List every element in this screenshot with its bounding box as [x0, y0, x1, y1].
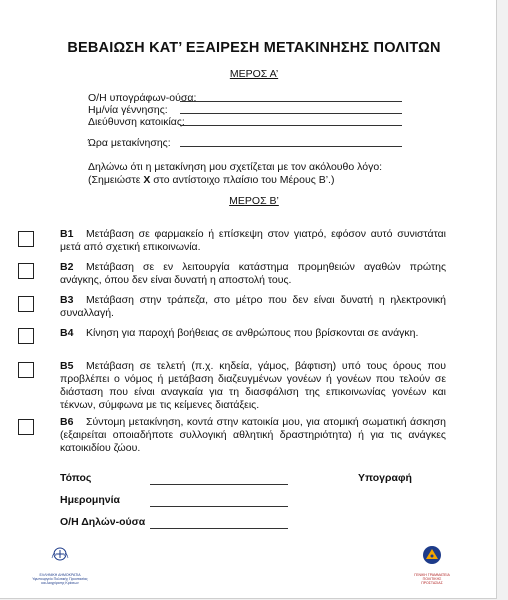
- field-line-time[interactable]: [180, 146, 402, 147]
- reason-code-b3: Β3: [60, 294, 74, 306]
- reason-b1: [60, 228, 446, 254]
- declarant-label: Ο/Η Δηλών-ούσα: [60, 516, 146, 528]
- reason-code-b5: Β5: [60, 360, 74, 372]
- place-line[interactable]: [150, 484, 288, 485]
- reason-code-b1: Β1: [60, 228, 74, 240]
- reason-b4: [60, 327, 446, 340]
- right-logo-line-2: ΠΟΛΙΤΙΚΗΣ ΠΡΟΣΤΑΣΙΑΣ: [421, 577, 443, 585]
- checkbox-b2[interactable]: [18, 263, 34, 279]
- reason-code-b2: Β2: [60, 261, 74, 273]
- part-b-heading: ΜΕΡΟΣ Β’: [229, 195, 279, 207]
- reason-text-b3: Μετάβαση στην τράπεζα, στο μέτρο που δεν είναι δυνατή η ηλεκτρονική συναλλαγή.: [60, 294, 446, 319]
- reason-text-b6: Σύντομη μετακίνηση, κοντά στην κατοικία μου, για ατομική σωματική άσκηση (εξαιρείται οποιαδήποτε συλλογική αθλητική δραστηριότητα) ή για τις ανάγκες κατοικιδίου ζώου.: [60, 416, 446, 454]
- reason-text-b5: Μετάβαση σε τελετή (π.χ. κηδεία, γάμος, βάφτιση) υπό τους όρους που προβλέπει ο νόμος ή μετάβαση διαζευγμένων γονέων ή γονέων που τελούν σε διάσταση που είναι αναγκαία για τη διασφάλιση της επικοινωνίας γονέων και τέκνων, σύμφωνα με τις κείμενες διατάξεις.: [60, 360, 446, 411]
- page-title: ΒΕΒΑΙΩΣΗ ΚΑΤ’ ΕΞΑΙΡΕΣΗ ΜΕΤΑΚΙΝΗΣΗΣ ΠΟΛΙΤΩΝ: [67, 40, 441, 56]
- declaration-line-2: [88, 174, 382, 187]
- hellenic-republic-logo: [30, 546, 90, 585]
- checkbox-b1[interactable]: [18, 231, 34, 247]
- date-label: Ημερομηνία: [60, 494, 120, 506]
- checkbox-b6[interactable]: [18, 419, 34, 435]
- left-logo-line-1: ΕΛΛΗΝΙΚΗ ΔΗΜΟΚΡΑΤΙΑ: [39, 573, 81, 577]
- date-line[interactable]: [150, 506, 288, 507]
- place-label: Τόπος: [60, 472, 92, 484]
- declaration-line-2-pre: (Σημειώστε: [88, 174, 144, 186]
- signature-label: Υπογραφή: [358, 472, 412, 484]
- declaration-line-1: Δηλώνω ότι η μετακίνηση μου σχετίζεται με τον ακόλουθο λόγο:: [88, 161, 383, 173]
- declaration-line-2-post: στο αντίστοιχο πλαίσιο του Μέρους Β’.): [150, 174, 335, 186]
- reason-text-b2: Μετάβαση σε εν λειτουργία κατάστημα προμηθειών αγαθών πρώτης ανάγκης, όπου δεν είναι δυνατή η αποστολή τους.: [60, 261, 446, 286]
- emblem-icon: [30, 546, 90, 568]
- reason-code-b4: Β4: [60, 327, 74, 339]
- reason-b3: [60, 294, 446, 320]
- reason-text-b4: Κίνηση για παροχή βοήθειας σε ανθρώπους που βρίσκονται σε ανάγκη.: [86, 327, 419, 339]
- right-logo-line-1: ΓΕΝΙΚΗ ΓΡΑΜΜΑΤΕΙΑ: [414, 573, 450, 577]
- reason-code-b6: Β6: [60, 416, 74, 428]
- civil-protection-logo: [414, 544, 450, 585]
- field-label-birthdate: Ημ/νία γέννησης:: [88, 104, 168, 116]
- field-label-signer: Ο/Η υπογράφων-ούσα:: [88, 92, 197, 104]
- field-line-signer[interactable]: [180, 101, 402, 102]
- left-logo-line-2: Υφυπουργείο Πολιτικής Προστασίας: [32, 577, 88, 581]
- reason-b2: [60, 261, 446, 287]
- reason-b6: [60, 416, 446, 455]
- part-a-heading: ΜΕΡΟΣ Α’: [229, 68, 279, 80]
- checkbox-b3[interactable]: [18, 296, 34, 312]
- declaration-text: [88, 161, 382, 187]
- field-line-address[interactable]: [180, 125, 402, 126]
- left-logo-line-3: και Διαχείρισης Κρίσεων: [41, 581, 79, 585]
- field-label-time: Ώρα μετακίνησης:: [88, 137, 171, 149]
- field-line-birthdate[interactable]: [180, 113, 402, 114]
- field-label-address: Διεύθυνση κατοικίας:: [88, 116, 185, 128]
- reason-b5: [60, 360, 446, 412]
- checkbox-b4[interactable]: [18, 328, 34, 344]
- reason-text-b1: Μετάβαση σε φαρμακείο ή επίσκεψη στον γιατρό, εφόσον αυτό συνιστάται μετά από σχετική επικοινωνία.: [60, 228, 446, 253]
- checkbox-b5[interactable]: [18, 362, 34, 378]
- declaration-x-mark: Χ: [143, 174, 151, 186]
- civil-protection-icon: [414, 544, 450, 568]
- declarant-line[interactable]: [150, 528, 288, 529]
